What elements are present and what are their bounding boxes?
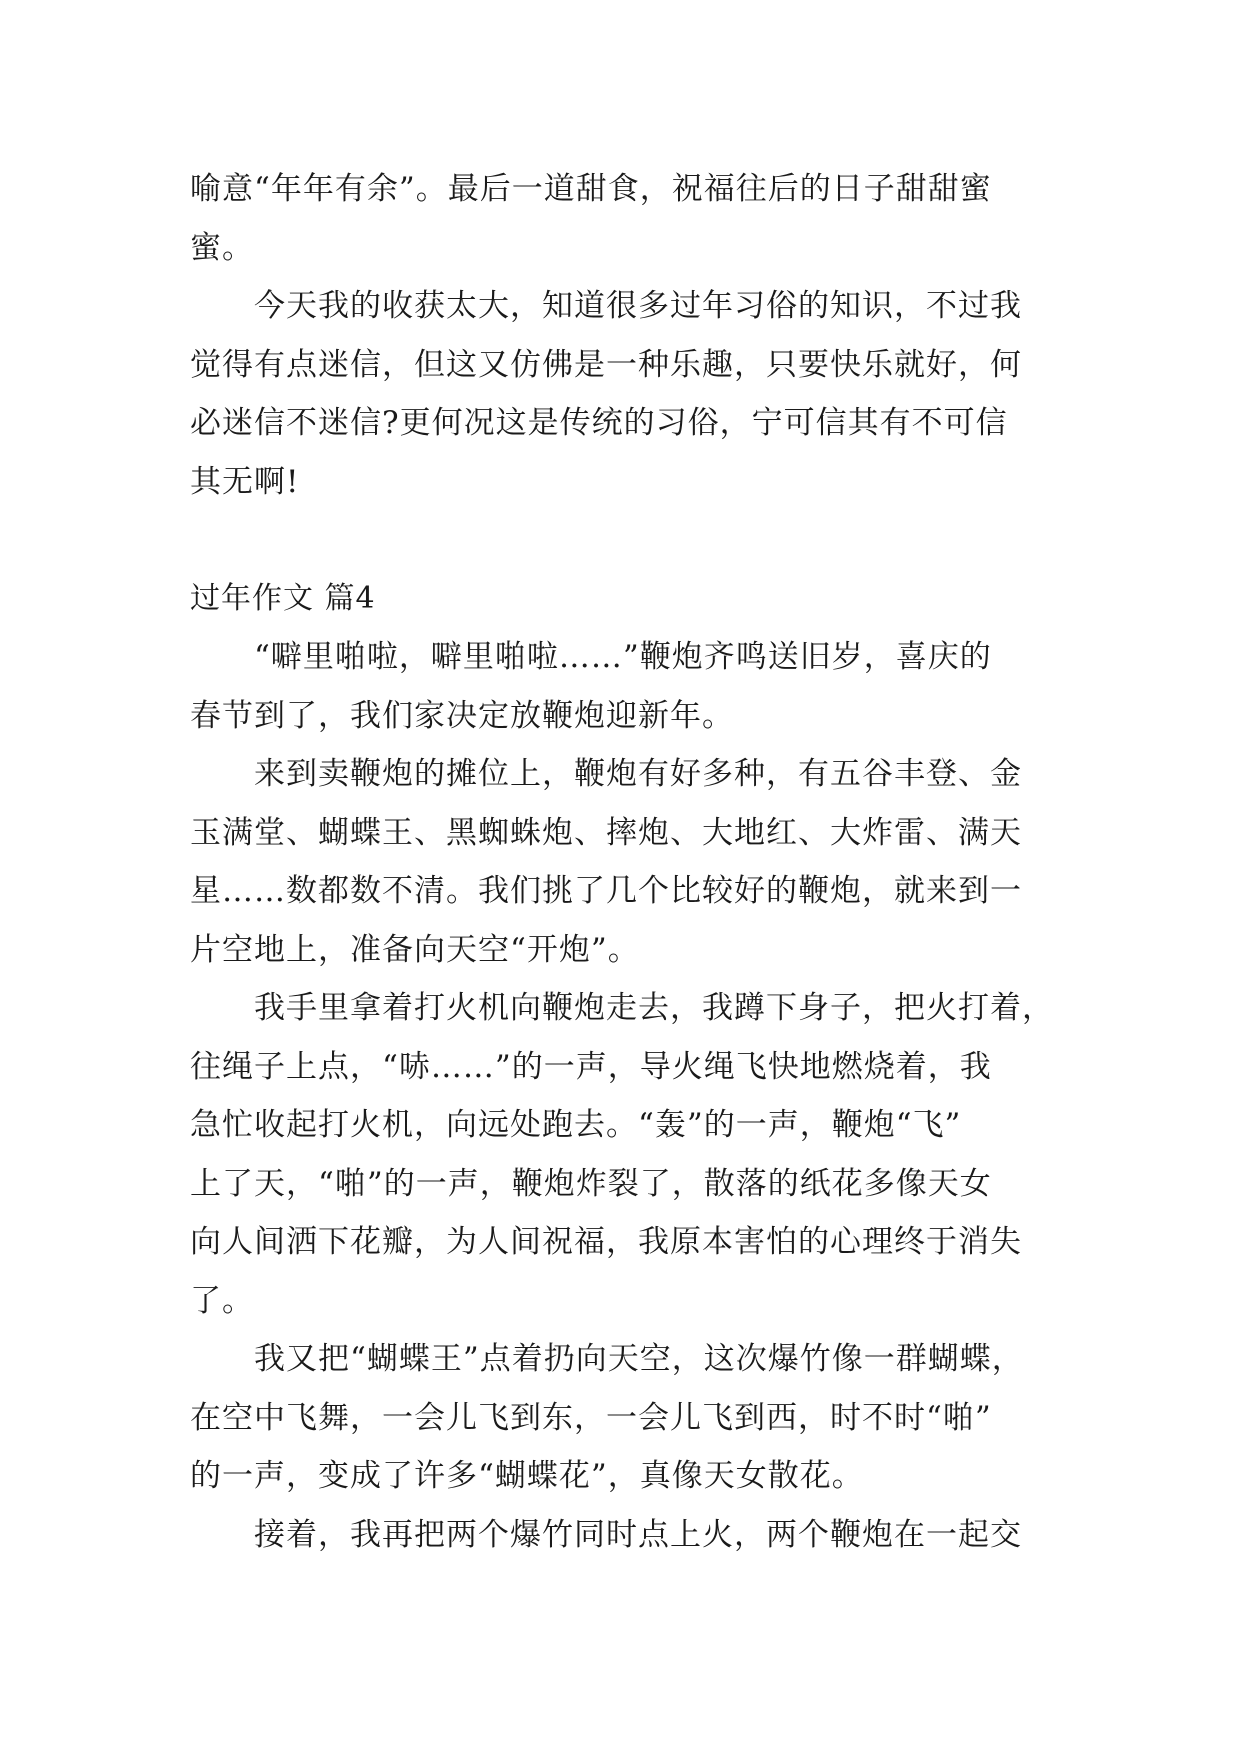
text-line: 来到卖鞭炮的摊位上，鞭炮有好多种，有五谷丰登、金 bbox=[254, 756, 1022, 792]
text-line: 蜜。 bbox=[190, 229, 254, 266]
text-line: 我又把“蝴蝶王”点着扔向天空，这次爆竹像一群蝴蝶， bbox=[254, 1341, 1024, 1377]
text-line: 了。 bbox=[190, 1282, 254, 1319]
text-line: 觉得有点迷信，但这又仿佛是一种乐趣，只要快乐就好，何 bbox=[190, 346, 1022, 383]
text-line: 玉满堂、蝴蝶王、黑蜘蛛炮、摔炮、大地红、大炸雷、满天 bbox=[190, 814, 1022, 851]
text-line: 上了天，“啪”的一声，鞭炮炸裂了，散落的纸花多像天女 bbox=[190, 1165, 992, 1202]
paragraph-today bbox=[190, 277, 1050, 511]
paragraph-4 bbox=[190, 1330, 1050, 1506]
text-line: 喻意“年年有余”。最后一道甜食，祝福往后的日子甜甜蜜 bbox=[190, 171, 992, 207]
paragraph-5 bbox=[190, 1506, 1050, 1565]
text-line: 今天我的收获太大，知道很多过年习俗的知识，不过我 bbox=[254, 288, 1022, 324]
document-body bbox=[190, 160, 1054, 1564]
text-line: 急忙收起打火机，向远处跑去。“轰”的一声，鞭炮“飞” bbox=[190, 1107, 962, 1143]
text-line: “噼里啪啦，噼里啪啦……”鞭炮齐鸣送旧岁，喜庆的 bbox=[254, 639, 992, 675]
paragraph-3 bbox=[190, 979, 1054, 1330]
paragraph-2 bbox=[190, 745, 1050, 979]
section-title: 过年作文 篇4 bbox=[190, 580, 376, 616]
paragraph-1 bbox=[190, 628, 1050, 745]
text-line: 片空地上，准备向天空“开炮”。 bbox=[190, 931, 640, 968]
text-line: 我手里拿着打火机向鞭炮走去，我蹲下身子，把火打着， bbox=[254, 990, 1054, 1026]
text-line: 向人间洒下花瓣，为人间祝福，我原本害怕的心理终于消失 bbox=[190, 1224, 1022, 1260]
text-line: 在空中飞舞，一会儿飞到东，一会儿飞到西，时不时“啪” bbox=[190, 1399, 992, 1436]
text-line: 的一声，变成了许多“蝴蝶花”，真像天女散花。 bbox=[190, 1458, 864, 1494]
paragraph-prev-end bbox=[190, 160, 1050, 277]
section-spacer bbox=[190, 511, 1050, 570]
text-line: 星……数都数不清。我们挑了几个比较好的鞭炮，就来到一 bbox=[190, 873, 1022, 909]
text-line: 必迷信不迷信?更何况这是传统的习俗，宁可信其有不可信 bbox=[190, 405, 1008, 441]
text-line: 春节到了，我们家决定放鞭炮迎新年。 bbox=[190, 697, 734, 734]
text-line: 往绳子上点，“哧……”的一声，导火绳飞快地燃烧着，我 bbox=[190, 1048, 992, 1085]
text-line: 其无啊! bbox=[190, 463, 300, 500]
text-line: 接着，我再把两个爆竹同时点上火，两个鞭炮在一起交 bbox=[254, 1516, 1022, 1553]
